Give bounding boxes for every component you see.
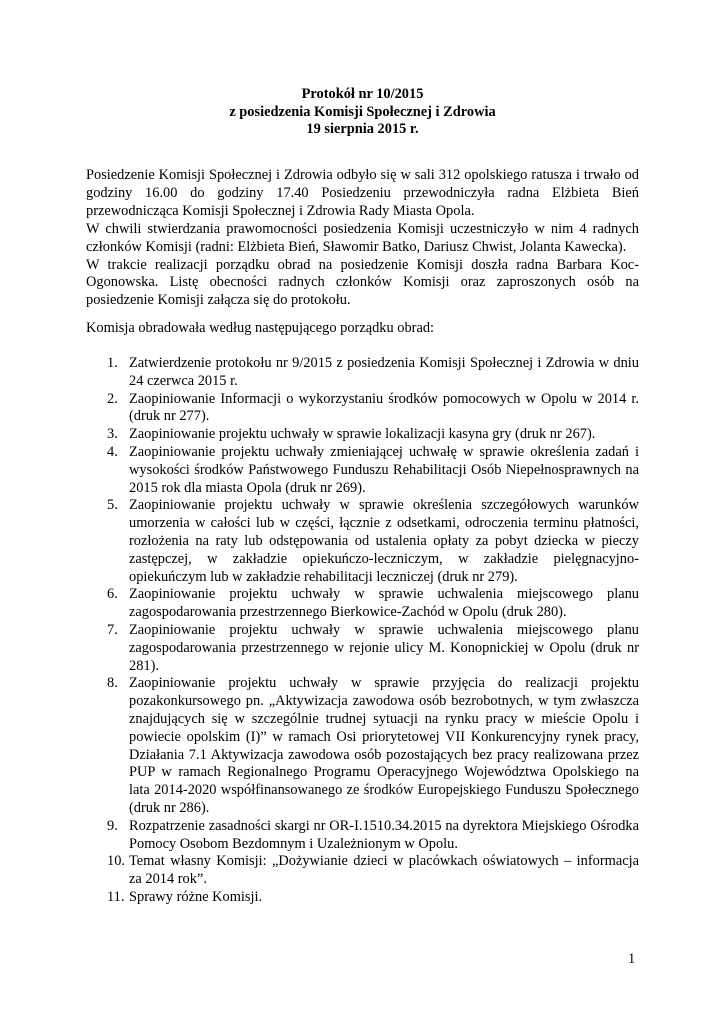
agenda-item [86,391,639,427]
agenda-item [86,444,639,497]
agenda-item-text: Zaopiniowanie Informacji o wykorzystaniu środków pomocowych w Opolu w 2014 r. (druk nr 277). [129,390,639,425]
page-number: 1 [628,951,636,967]
agenda-list [86,355,639,907]
agenda-item [86,622,639,675]
agenda-item [86,497,639,586]
agenda-item-text: Zaopiniowanie projektu uchwały w sprawie przyjęcia do realizacji projektu pozakonkursowego pn. „Aktywizacja zawodowa osób bezrobotnych, w tym zwłaszcza znajdujących się w szczególnie trudnej sytuacji na rynku pracy w mieście Opolu i powiecie opolskim (I)” w ramach Osi priorytetowej VII Konkurencyjny rynek pracy, Działania 7.1 Aktywizacja zawodowa osób pozostających bez pracy realizowana przez PUP w ramach Regionalnego Programu Operacyjnego Województwa Opolskiego na lata 2014-2020 współfinansowanego ze środków Europejskiego Funduszu Społecznego (druk nr 286). [129,675,639,816]
agenda-item-number: 10. [107,853,125,870]
agenda-item-number: 4. [107,443,118,460]
agenda-item-text: Zaopiniowanie projektu uchwały w sprawie uchwalenia miejscowego planu zagospodarowania przestrzennego w rejonie ulicy M. Konopnickiej w Opolu (druk nr 281). [129,621,639,674]
agenda-item-number: 2. [107,390,118,407]
agenda-item [86,355,639,391]
agenda-item-text: Zaopiniowanie projektu uchwały zmieniającej uchwałę w sprawie określenia zadań i wysokości środków Państwowego Funduszu Rehabilitacji Osób Niepełnosprawnych na 2015 rok dla miasta Opola (druk nr 269). [129,443,639,496]
agenda-item-number: 6. [107,586,118,603]
intro-paragraph: W trakcie realizacji porządku obrad na posiedzenie Komisji doszła radna Barbara Koc-Ogonowska. Listę obecności radnych członków Komisji oraz zaproszonych osób na posiedzenie Komisji załącza się do protokołu. [86,256,639,309]
agenda-item-number: 3. [107,426,118,443]
agenda-item-number: 5. [107,497,118,514]
agenda-item-text: Zaopiniowanie projektu uchwały w sprawie określenia szczegółowych warunków umorzenia w całości lub w części, łącznie z odsetkami, odroczenia terminu płatności, rozłożenia na raty lub odstępowania od ustalenia opłaty za pobyt dziecka w pieczy zastępczej, w zakładzie opiekuńczo-leczniczym, w zakładzie pielęgnacyjno-opiekuńczym lub w zakładzie rehabilitacji leczniczej (druk nr 279). [129,497,639,585]
protocol-title: Protokół nr 10/2015 [301,86,424,102]
meeting-date: 19 sierpnia 2015 r. [306,121,419,138]
agenda-item-text: Zaopiniowanie projektu uchwały w sprawie lokalizacji kasyna gry (druk nr 267). [129,426,596,443]
agenda-item [86,675,639,817]
agenda-item [86,889,639,907]
agenda-item-number: 8. [107,675,118,692]
agenda-item [86,586,639,622]
agenda-item [86,818,639,854]
meeting-name: z posiedzenia Komisji Społecznej i Zdrowia [229,103,496,120]
intro-paragraph: W chwili stwierdzania prawomocności posiedzenia Komisji uczestniczyło w nim 4 radnych członków Komisji (radni: Elżbieta Bień, Sławomir Batko, Dariusz Chwist, Jolanta Kawecka). [86,220,639,255]
document-header [86,86,639,139]
agenda-item-text: Zatwierdzenie protokołu nr 9/2015 z posiedzenia Komisji Społecznej i Zdrowia w dniu 24 czerwca 2015 r. [129,355,639,389]
intro-paragraph: Posiedzenie Komisji Społecznej i Zdrowia odbyło się w sali 312 opolskiego ratusza i trwało od godziny 16.00 do godziny 17.40 Posiedzeniu przewodniczyła radna Elżbieta Bień przewodnicząca Komisji Społecznej i Zdrowia Rady Miasta Opola. [86,167,639,219]
agenda-item-text: Rozpatrzenie zasadności skargi nr OR-I.1510.34.2015 na dyrektora Miejskiego Ośrodka Pomocy Osobom Bezdomnym i Uzależnionym w Opolu. [129,817,639,852]
agenda-intro: Komisja obradowała według następującego porządku obrad: [86,320,435,336]
agenda-item-text: Temat własny Komisji: „Dożywianie dzieci w placówkach oświatowych – informacja za 2014 rok”. [129,853,639,888]
agenda-item-text: Zaopiniowanie projektu uchwały w sprawie uchwalenia miejscowego planu zagospodarowania przestrzennego Bierkowice-Zachód w Opolu (druk 280). [129,586,639,621]
agenda-item-number: 7. [107,621,118,638]
agenda-item-number: 11. [107,888,125,905]
intro-section [86,167,639,310]
agenda-item [86,853,639,889]
agenda-item-number: 9. [107,817,118,834]
agenda-item-number: 1. [107,355,118,371]
agenda-item [86,426,639,444]
agenda-item-text: Sprawy różne Komisji. [129,888,263,905]
